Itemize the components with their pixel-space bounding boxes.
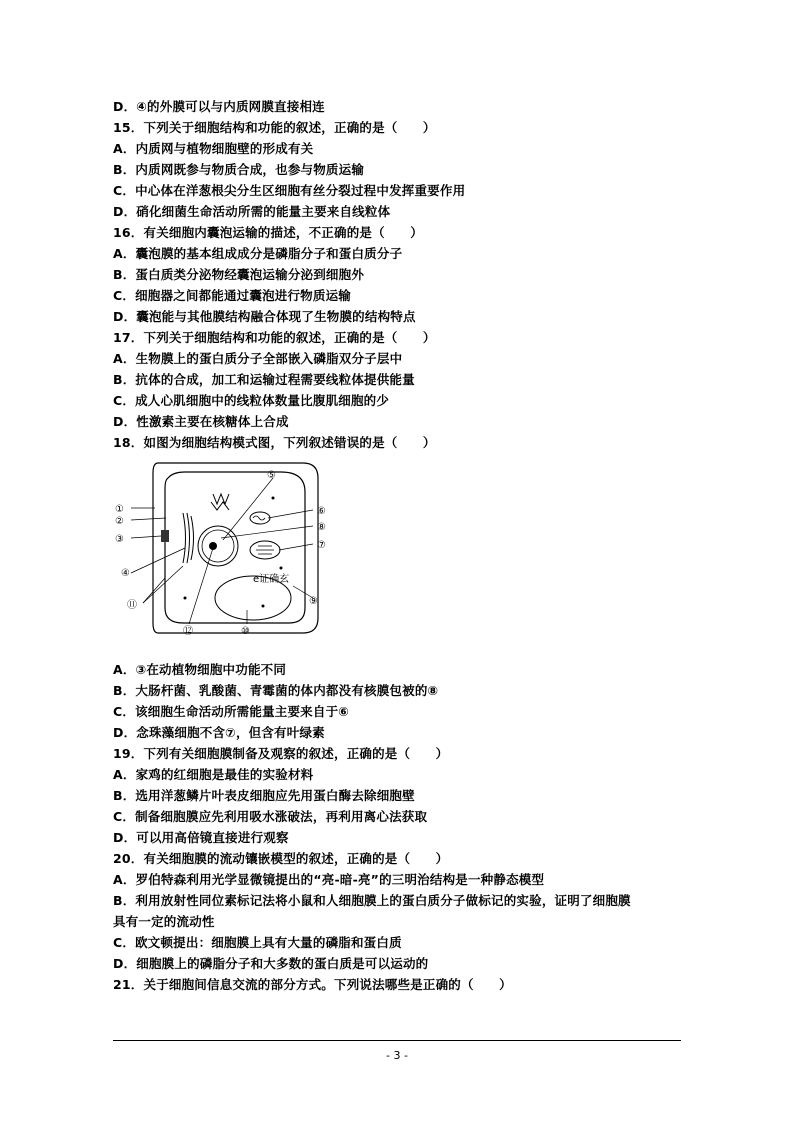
option-line: D．细胞膜上的磷脂分子和大多数的蛋白质是可以运动的 — [113, 956, 429, 971]
option-line: B．选用洋葱鳞片叶表皮细胞应先用蛋白酶去除细胞壁 — [113, 788, 415, 803]
option-line: D．囊泡能与其他膜结构融合体现了生物膜的结构特点 — [113, 309, 416, 324]
leader-line — [279, 544, 313, 550]
option-line: A．囊泡膜的基本组成成分是磷脂分子和蛋白质分子 — [113, 246, 403, 261]
option-line: C．该细胞生命活动所需能量主要来自于⑥ — [113, 704, 350, 719]
question-20: 20．有关细胞膜的流动镶嵌模型的叙述，正确的是（ ） — [113, 851, 449, 866]
leader-line — [268, 510, 313, 518]
label-2: ② — [115, 516, 124, 527]
question-18: 18．如图为细胞结构模式图，下列叙述错误的是（ ） — [113, 435, 436, 450]
option-line: C．细胞器之间都能通过囊泡进行物质运输 — [113, 288, 351, 303]
cell-structure-diagram — [113, 458, 338, 638]
option-line: B．蛋白质类分泌物经囊泡运输分泌到细胞外 — [113, 267, 365, 282]
option-line: A．生物膜上的蛋白质分子全部嵌入磷脂双分子层中 — [113, 351, 403, 366]
cell-wall-outer — [153, 463, 318, 633]
page-number: - 3 - — [386, 1049, 408, 1062]
leader-line — [223, 478, 273, 540]
option-line-continued: 具有一定的流动性 — [113, 914, 215, 929]
label-9: ⑨ — [309, 596, 318, 607]
question-15: 15．下列关于细胞结构和功能的叙述，正确的是（ ） — [113, 120, 436, 135]
option-line: A．罗伯特森利用光学显微镜提出的“亮-暗-亮”的三明治结构是一种静态模型 — [113, 872, 545, 887]
leader-line — [131, 536, 161, 538]
nucleus-inner — [202, 530, 234, 562]
option-line: A．内质网与植物细胞壁的形成有关 — [113, 141, 314, 156]
option-line: B．内质网既参与物质合成，也参与物质运输 — [113, 162, 365, 177]
cell-membrane — [165, 472, 305, 623]
question-17: 17．下列关于细胞结构和功能的叙述，正确的是（ ） — [113, 330, 436, 345]
leader-line — [131, 548, 185, 573]
option-line: A．③在动植物细胞中功能不同 — [113, 662, 287, 677]
option-line: B．利用放射性同位素标记法将小鼠和人细胞膜上的蛋白质分子做标记的实验，证明了细胞膜 — [113, 893, 631, 908]
label-12: ⑫ — [183, 626, 193, 637]
question-19: 19．下列有关细胞膜制备及观察的叙述，正确的是（ ） — [113, 746, 449, 761]
label-10: ⑩ — [241, 626, 250, 637]
question-16: 16．有关细胞内囊泡运输的描述，不正确的是（ ） — [113, 225, 423, 240]
option-line: D．念珠藻细胞不含⑦，但含有叶绿素 — [113, 725, 325, 740]
label-11: ⑪ — [127, 600, 137, 611]
leader-line — [189, 548, 213, 624]
figure-inner-text: e证确玄 — [253, 574, 290, 585]
mitochondrion-cristae — [253, 516, 265, 520]
option-line: D．性激素主要在核糖体上合成 — [113, 414, 289, 429]
label-5: ⑤ — [267, 470, 276, 481]
option-line: D．可以用高倍镜直接进行观察 — [113, 830, 289, 845]
option-line: C．欧文顿提出：细胞膜上具有大量的磷脂和蛋白质 — [113, 935, 402, 950]
leader-line — [221, 526, 313, 538]
label-8: ⑧ — [317, 522, 326, 533]
granule — [161, 530, 169, 542]
ribosome-dot — [280, 567, 283, 570]
option-line: C．中心体在洋葱根尖分生区细胞有丝分裂过程中发挥重要作用 — [113, 183, 466, 198]
cell-diagram-svg — [113, 458, 338, 638]
label-3: ③ — [115, 534, 124, 545]
label-6: ⑥ — [317, 506, 326, 517]
leader-line — [131, 518, 166, 520]
question-21: 21．关于细胞间信息交流的部分方式。下列说法哪些是正确的（ ） — [113, 977, 512, 992]
footer-divider — [113, 1040, 681, 1041]
label-1: ① — [115, 504, 124, 515]
chloroplast-grana — [256, 546, 274, 554]
option-line: C．制备细胞膜应先利用吸水涨破法，再利用离心法获取 — [113, 809, 428, 824]
leader-line — [143, 566, 183, 603]
text-line: D．④的外膜可以与内质网膜直接相连 — [113, 99, 325, 114]
golgi — [211, 494, 229, 510]
leader-line — [143, 578, 165, 603]
option-line: D．硝化细菌生命活动所需的能量主要来自线粒体 — [113, 204, 391, 219]
option-line: B．大肠杆菌、乳酸菌、青霉菌的体内都没有核膜包被的⑧ — [113, 683, 439, 698]
option-line: C．成人心肌细胞中的线粒体数量比腹肌细胞的少 — [113, 393, 390, 408]
option-line: A．家鸡的红细胞是最佳的实验材料 — [113, 767, 314, 782]
ribosome-dot — [184, 597, 187, 600]
ribosome-dot — [262, 605, 265, 608]
label-7: ⑦ — [317, 540, 326, 551]
endoplasmic-reticulum — [183, 513, 194, 563]
ribosome-dot — [272, 497, 275, 500]
nucleus-outer — [198, 526, 238, 566]
label-4: ④ — [121, 568, 130, 579]
option-line: B．抗体的合成，加工和运输过程需要线粒体提供能量 — [113, 372, 415, 387]
